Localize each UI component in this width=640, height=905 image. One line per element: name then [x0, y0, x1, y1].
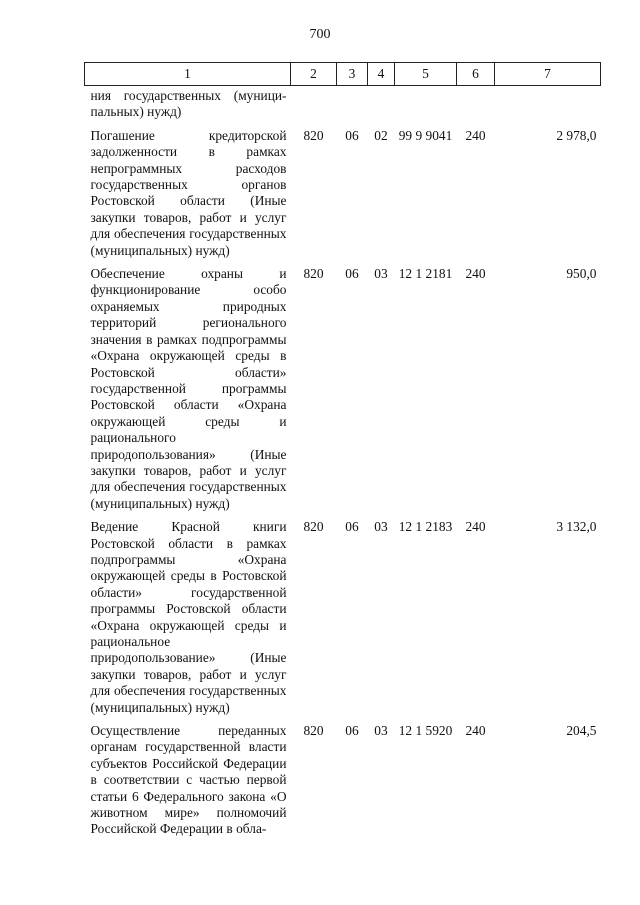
- budget-table: [84, 62, 601, 845]
- header-col-6: 6: [457, 63, 495, 86]
- table-row: [85, 723, 601, 845]
- header-col-3: 3: [337, 63, 368, 86]
- row-subsection: 03: [374, 266, 388, 282]
- table-row-continuation: [85, 86, 601, 128]
- row-ministry: 820: [303, 127, 324, 143]
- page-number: 700: [309, 27, 331, 42]
- row-section: 06: [345, 127, 359, 143]
- row-expense-type: 240: [465, 266, 486, 282]
- row-ministry: 820: [303, 266, 324, 282]
- row-target: 99 9 9041: [398, 127, 453, 143]
- row-target: 12 1 2183: [398, 519, 453, 535]
- row-expense-type: 240: [465, 519, 486, 535]
- header-col-2: 2: [291, 63, 337, 86]
- table-row: [85, 128, 601, 266]
- row-expense-type: 240: [465, 127, 486, 143]
- row-amount: 950,0: [566, 266, 597, 282]
- row-section: 06: [345, 519, 359, 535]
- row-target: 12 1 5920: [398, 723, 453, 739]
- row-amount: 204,5: [566, 723, 597, 739]
- header-col-7: 7: [495, 63, 601, 86]
- row-ministry: 820: [303, 723, 324, 739]
- header-col-1: 1: [85, 63, 291, 86]
- row-amount: 3 132,0: [556, 519, 597, 535]
- header-row: [85, 63, 601, 86]
- row-target: 12 1 2181: [398, 266, 453, 282]
- header-col-4: 4: [368, 63, 395, 86]
- row-name: Осуществление переданных органам государственной власти субъектов Российской Федерации в соответствии с частью первой статьи 6 Федерального закона «О животном мире» полномочий Российской Федерации в обла-: [90, 723, 287, 837]
- table-row: [85, 519, 601, 723]
- row-ministry: 820: [303, 519, 324, 535]
- row-section: 06: [345, 266, 359, 282]
- row-subsection: 03: [374, 723, 388, 739]
- row-name: ния государственных (муници-пальных) нужд): [90, 88, 287, 120]
- table-row: [85, 266, 601, 519]
- row-section: 06: [345, 723, 359, 739]
- row-name: Ведение Красной книги Ростовской области в рамках подпрограммы «Охрана окружающей среды в Ростовской области» государственной программы Ростовской области «Охрана окружающей среды и рациональное природопользование» (Иные закупки товаров, работ и услуг для обеспечения государственных (муниципальных) нужд): [90, 519, 287, 715]
- row-expense-type: 240: [465, 723, 486, 739]
- row-subsection: 02: [374, 127, 388, 143]
- table-header: [85, 63, 601, 86]
- row-amount: 2 978,0: [556, 127, 597, 143]
- header-col-5: 5: [395, 63, 457, 86]
- row-name: Обеспечение охраны и функционирование особо охраняемых природных территорий регионального значения в рамках подпрограммы «Охрана окружающей среды в Ростовской области» государственной программы Ростовской области «Охрана окружающей среды и рационального природопользования» (Иные закупки товаров, работ и услуг для обеспечения государственных (муниципальных) нужд): [90, 266, 287, 511]
- row-subsection: 03: [374, 519, 388, 535]
- row-name: Погашение кредиторской задолженности в рамках непрограммных расходов государственных органов Ростовской области (Иные закупки товаров, работ и услуг для обеспечения государственных (муниципальных) нужд): [90, 127, 287, 258]
